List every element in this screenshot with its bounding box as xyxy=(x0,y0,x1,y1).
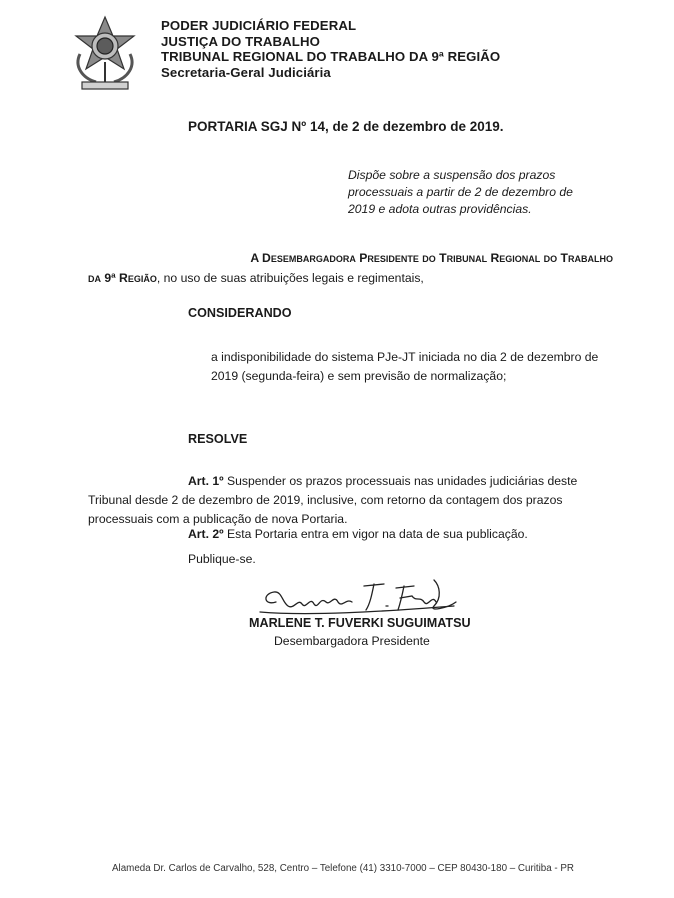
ementa-line-2: processuais a partir de 2 de dezembro de xyxy=(348,185,573,199)
preamble-region: da 9ª Região xyxy=(88,271,157,285)
article-2-text: Esta Portaria entra em vigor na data de sua publicação. xyxy=(223,527,528,541)
article-2 xyxy=(188,527,528,541)
resolve-heading: RESOLVE xyxy=(188,432,248,446)
letterhead-line-1: PODER JUDICIÁRIO FEDERAL xyxy=(161,18,357,33)
footer-address: Alameda Dr. Carlos de Carvalho, 528, Centro – Telefone (41) 3310-7000 – CEP 80430-180 – Curitiba - PR xyxy=(112,863,574,874)
handwritten-signature xyxy=(258,572,458,622)
considerando-line-2: 2019 (segunda-feira) e sem previsão de normalização; xyxy=(211,369,507,383)
brasao-coat-of-arms-icon xyxy=(66,14,144,94)
preamble-caps-line: A Desembargadora Presidente do Tribunal Regional do Trabalho xyxy=(250,251,613,265)
preamble xyxy=(88,248,613,288)
article-2-label: Art. 2º xyxy=(188,527,224,541)
letterhead-line-4: Secretaria-Geral Judiciária xyxy=(161,64,331,80)
letterhead-line-3: TRIBUNAL REGIONAL DO TRABALHO DA 9ª REGIÃO xyxy=(161,49,501,64)
letterhead-line-2: JUSTIÇA DO TRABALHO xyxy=(161,33,320,49)
publique-se: Publique-se. xyxy=(188,552,256,566)
considerando-text xyxy=(211,348,614,386)
article-1-label: Art. 1º xyxy=(188,474,224,488)
signer-name: MARLENE T. FUVERKI SUGUIMATSU xyxy=(249,616,471,630)
considerando-heading: CONSIDERANDO xyxy=(188,306,292,320)
article-1-line-1: Suspender os prazos processuais nas unidades judiciárias deste xyxy=(223,474,578,488)
ementa xyxy=(348,167,613,218)
considerando-line-1: a indisponibilidade do sistema PJe-JT iniciada no dia 2 de dezembro de xyxy=(211,350,599,364)
document-title: PORTARIA SGJ Nº 14, de 2 de dezembro de 2019. xyxy=(188,119,504,134)
letterhead xyxy=(161,18,500,80)
article-1-line-2: Tribunal desde 2 de dezembro de 2019, inclusive, com retorno da contagem dos prazos xyxy=(88,493,563,507)
article-1 xyxy=(88,472,613,529)
article-1-line-3: processuais com a publicação de nova Portaria. xyxy=(88,512,348,526)
signer-role: Desembargadora Presidente xyxy=(274,634,430,648)
ementa-line-3: 2019 e adota outras providências. xyxy=(348,202,532,216)
preamble-rest: , no uso de suas atribuições legais e regimentais, xyxy=(156,271,424,285)
ementa-line-1: Dispõe sobre a suspensão dos prazos xyxy=(348,168,556,182)
